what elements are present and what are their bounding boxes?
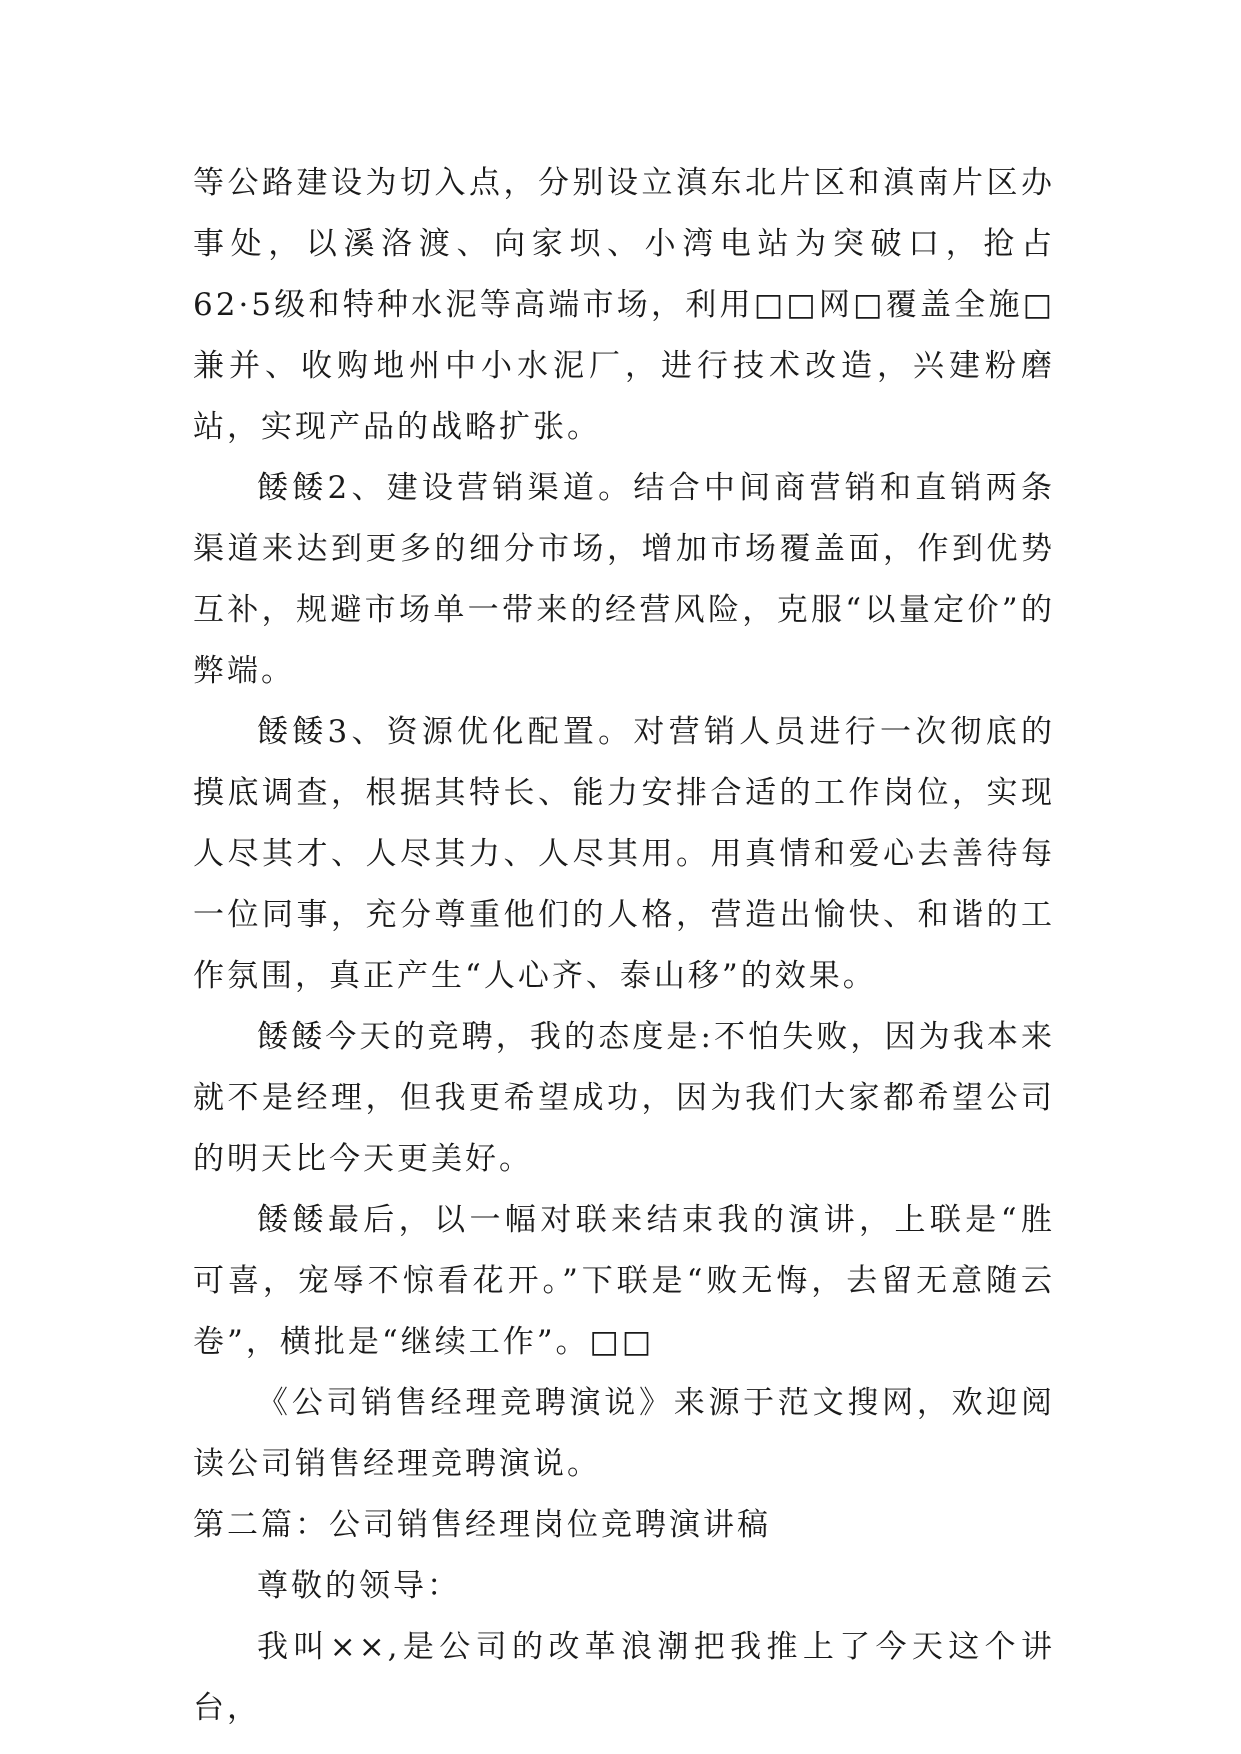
paragraph-attitude: 餧餧今天的竞聘，我的态度是:不怕失败，因为我本来就不是经理，但我更希望成功，因为我们大家都希望公司的明天比今天更美好。 [193, 1019, 1055, 1177]
paragraph-continuation: 等公路建设为切入点，分别设立滇东北片区和滇南片区办事处，以溪洛渡、向家坝、小湾电站为突破口，抢占62·5级和特种水泥等高端市场，利用□□网□覆盖全施□兼并、收购地州中小水泥厂，进行技术改造，兴建粉磨站，实现产品的战略扩张。 [193, 165, 1055, 445]
paragraph-marketing-channels: 餧餧2、建设营销渠道。结合中间商营销和直销两条渠道来达到更多的细分市场，增加市场覆盖面，作到优势互补，规避市场单一带来的经营风险，克服“以量定价”的弊端。 [193, 470, 1055, 689]
paragraph-resource-allocation: 餧餧3、资源优化配置。对营销人员进行一次彻底的摸底调查，根据其特长、能力安排合适的工作岗位，实现人尽其才、人尽其力、人尽其用。用真情和爱心去善待每一位同事，充分尊重他们的人格，营造出愉快、和谐的工作氛围，真正产生“人心齐、泰山移”的效果。 [193, 714, 1055, 994]
paragraph-introduction: 我叫××,是公司的改革浪潮把我推上了今天这个讲台， [193, 1629, 1055, 1726]
section-heading: 第二篇：公司销售经理岗位竞聘演讲稿 [193, 1507, 771, 1543]
salutation: 尊敬的领导： [257, 1568, 461, 1604]
paragraph-source-note: 《公司销售经理竞聘演说》来源于范文搜网，欢迎阅读公司销售经理竞聘演说。 [193, 1385, 1055, 1482]
document-body [193, 153, 1055, 1739]
paragraph-couplet: 餧餧最后，以一幅对联来结束我的演讲，上联是“胜可喜，宠辱不惊看花开。”下联是“败无悔，去留无意随云卷”，横批是“继续工作”。□□ [193, 1202, 1055, 1360]
